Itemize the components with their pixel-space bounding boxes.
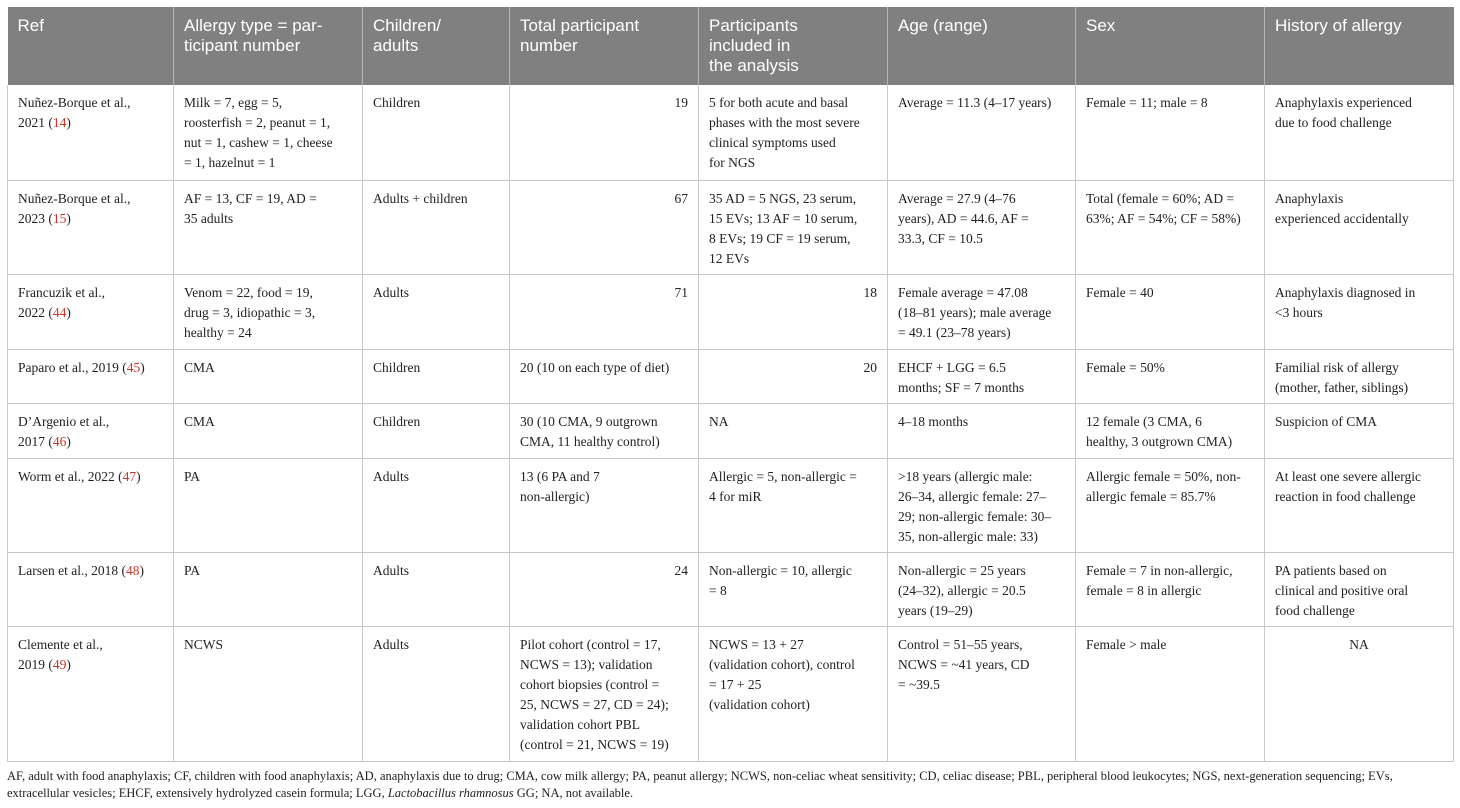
cell-total-participants: 20 (10 on each type of diet) <box>510 349 699 403</box>
cell-ref <box>8 274 174 349</box>
table-row <box>8 626 1454 761</box>
table-row <box>8 349 1454 403</box>
cell-history: PA patients based on clinical and positive oral food challenge <box>1265 552 1454 626</box>
ref-number-link[interactable]: 47 <box>122 468 137 484</box>
cell-sex: Female = 11; male = 8 <box>1076 85 1265 180</box>
cell-age-range: Female average = 47.08 (18–81 years); male average = 49.1 (23–78 years) <box>888 274 1076 349</box>
cell-children-adults: Adults + children <box>363 180 510 274</box>
cell-total-participants: 19 <box>510 85 699 180</box>
cell-age-range: Non-allergic = 25 years (24–32), allergic = 20.5 years (19–29) <box>888 552 1076 626</box>
table-row <box>8 552 1454 626</box>
table-row <box>8 403 1454 458</box>
cell-children-adults: Adults <box>363 458 510 552</box>
cell-ref <box>8 552 174 626</box>
table-row <box>8 180 1454 274</box>
ref-citation-text: Worm et al., 2022 ( <box>18 468 123 484</box>
cell-total-participants: 30 (10 CMA, 9 outgrown CMA, 11 healthy control) <box>510 403 699 458</box>
cell-history: Familial risk of allergy (mother, father, siblings) <box>1265 349 1454 403</box>
cell-participants-included: 18 <box>699 274 888 349</box>
table-footnote <box>7 768 1453 802</box>
ref-close-paren: ) <box>140 359 145 375</box>
ref-close-paren: ) <box>66 115 71 130</box>
cell-total-participants: Pilot cohort (control = 17, NCWS = 13); validation cohort biopsies (control = 25, NCWS = 27, CD = 24); validation cohort PBL (control = 21, NCWS = 19) <box>510 626 699 761</box>
cell-allergy-type: PA <box>174 458 363 552</box>
cell-allergy-type: AF = 13, CF = 19, AD = 35 adults <box>174 180 363 274</box>
cell-ref <box>8 403 174 458</box>
cell-children-adults: Adults <box>363 274 510 349</box>
table-row <box>8 85 1454 180</box>
ref-number-link[interactable]: 44 <box>52 304 67 320</box>
cell-allergy-type: CMA <box>174 349 363 403</box>
ref-citation-text: Larsen et al., 2018 ( <box>18 562 126 578</box>
cell-total-participants: 71 <box>510 274 699 349</box>
cell-history: NA <box>1265 626 1454 761</box>
ref-close-paren: ) <box>139 562 144 578</box>
cell-sex: Total (female = 60%; AD = 63%; AF = 54%; CF = 58%) <box>1076 180 1265 274</box>
ref-number-link[interactable]: 14 <box>52 115 67 130</box>
ref-close-paren: ) <box>66 304 71 320</box>
header-total-participants: Total participant number <box>510 7 699 85</box>
cell-total-participants: 24 <box>510 552 699 626</box>
study-table <box>7 7 1454 762</box>
cell-sex: Female > male <box>1076 626 1265 761</box>
header-children-adults: Children/ adults <box>363 7 510 85</box>
cell-history: Anaphylaxis experienced accidentally <box>1265 180 1454 274</box>
header-allergy-type: Allergy type = par- ticipant number <box>174 7 363 85</box>
cell-total-participants: 67 <box>510 180 699 274</box>
cell-age-range: 4–18 months <box>888 403 1076 458</box>
ref-close-paren: ) <box>136 468 141 484</box>
cell-participants-included: Allergic = 5, non-allergic = 4 for miR <box>699 458 888 552</box>
ref-citation-text: Paparo et al., 2019 ( <box>18 359 127 375</box>
cell-allergy-type: Venom = 22, food = 19, drug = 3, idiopathic = 3, healthy = 24 <box>174 274 363 349</box>
ref-citation-text: Francuzik et al., 2022 ( <box>18 284 105 320</box>
header-participants-included: Participants included in the analysis <box>699 7 888 85</box>
cell-participants-included: 35 AD = 5 NGS, 23 serum, 15 EVs; 13 AF = 10 serum, 8 EVs; 19 CF = 19 serum, 12 EVs <box>699 180 888 274</box>
cell-history: Anaphylaxis diagnosed in <3 hours <box>1265 274 1454 349</box>
cell-sex: Female = 7 in non-allergic, female = 8 in allergic <box>1076 552 1265 626</box>
cell-total-participants: 13 (6 PA and 7 non-allergic) <box>510 458 699 552</box>
ref-citation-text: Nuñez-Borque et al., 2021 ( <box>18 95 131 130</box>
ref-citation-text: Nuñez-Borque et al., 2023 ( <box>18 190 131 226</box>
cell-age-range: EHCF + LGG = 6.5 months; SF = 7 months <box>888 349 1076 403</box>
cell-children-adults: Adults <box>363 552 510 626</box>
cell-ref <box>8 85 174 180</box>
cell-ref <box>8 458 174 552</box>
cell-participants-included: NCWS = 13 + 27 (validation cohort), control = 17 + 25 (validation cohort) <box>699 626 888 761</box>
header-ref: Ref <box>8 7 174 85</box>
table-body <box>8 85 1454 761</box>
cell-allergy-type: CMA <box>174 403 363 458</box>
cell-age-range: Average = 27.9 (4–76 years), AD = 44.6, AF = 33.3, CF = 10.5 <box>888 180 1076 274</box>
header-history: History of allergy <box>1265 7 1454 85</box>
cell-sex: 12 female (3 CMA, 6 healthy, 3 outgrown CMA) <box>1076 403 1265 458</box>
ref-number-link[interactable]: 48 <box>125 562 140 578</box>
cell-children-adults: Children <box>363 85 510 180</box>
cell-participants-included: Non-allergic = 10, allergic = 8 <box>699 552 888 626</box>
cell-age-range: Average = 11.3 (4–17 years) <box>888 85 1076 180</box>
cell-sex: Female = 50% <box>1076 349 1265 403</box>
cell-allergy-type: PA <box>174 552 363 626</box>
ref-citation-text: Clemente et al., 2019 ( <box>18 636 103 672</box>
cell-children-adults: Children <box>363 349 510 403</box>
cell-participants-included: NA <box>699 403 888 458</box>
cell-participants-included: 5 for both acute and basal phases with the most severe clinical symptoms used for NGS <box>699 85 888 180</box>
cell-ref <box>8 626 174 761</box>
ref-number-link[interactable]: 49 <box>52 656 67 672</box>
ref-close-paren: ) <box>66 656 71 672</box>
cell-history: At least one severe allergic reaction in food challenge <box>1265 458 1454 552</box>
cell-participants-included: 20 <box>699 349 888 403</box>
footnote-italic-species: Lactobacillus rhamnosus <box>387 786 514 800</box>
header-row <box>8 7 1454 85</box>
cell-ref <box>8 180 174 274</box>
cell-age-range: >18 years (allergic male: 26–34, allergic female: 27– 29; non-allergic female: 30– 35, non-allergic male: 33) <box>888 458 1076 552</box>
table-row <box>8 274 1454 349</box>
cell-allergy-type: Milk = 7, egg = 5, roosterfish = 2, peanut = 1, nut = 1, cashew = 1, cheese = 1, hazelnut = 1 <box>174 85 363 180</box>
footnote-text-end: GG; NA, not available. <box>513 786 634 800</box>
cell-allergy-type: NCWS <box>174 626 363 761</box>
footnote-text: AF, adult with food anaphylaxis; CF, children with food anaphylaxis; AD, anaphylaxis due to drug; CMA, cow milk allergy; PA, peanut allergy; NCWS, non-celiac wheat sensitivity; CD, celiac disease; PBL, peripheral blood leukocytes; NGS, next-generation sequencing; EVs, extracellular vesicles; EHCF, extensively hydrolyzed casein formula; LGG, <box>7 769 1393 800</box>
cell-children-adults: Children <box>363 403 510 458</box>
ref-close-paren: ) <box>66 210 71 226</box>
table-row <box>8 458 1454 552</box>
header-sex: Sex <box>1076 7 1265 85</box>
ref-number-link[interactable]: 45 <box>126 359 141 375</box>
ref-number-link[interactable]: 15 <box>52 210 67 226</box>
cell-age-range: Control = 51–55 years, NCWS = ~41 years, CD = ~39.5 <box>888 626 1076 761</box>
table-container <box>7 7 1453 762</box>
cell-sex: Allergic female = 50%, non- allergic female = 85.7% <box>1076 458 1265 552</box>
ref-close-paren: ) <box>66 433 71 449</box>
cell-sex: Female = 40 <box>1076 274 1265 349</box>
cell-ref <box>8 349 174 403</box>
ref-citation-text: D’Argenio et al., 2017 ( <box>18 413 110 449</box>
header-age-range: Age (range) <box>888 7 1076 85</box>
cell-children-adults: Adults <box>363 626 510 761</box>
cell-history: Anaphylaxis experienced due to food challenge <box>1265 85 1454 180</box>
ref-number-link[interactable]: 46 <box>52 433 67 449</box>
cell-history: Suspicion of CMA <box>1265 403 1454 458</box>
